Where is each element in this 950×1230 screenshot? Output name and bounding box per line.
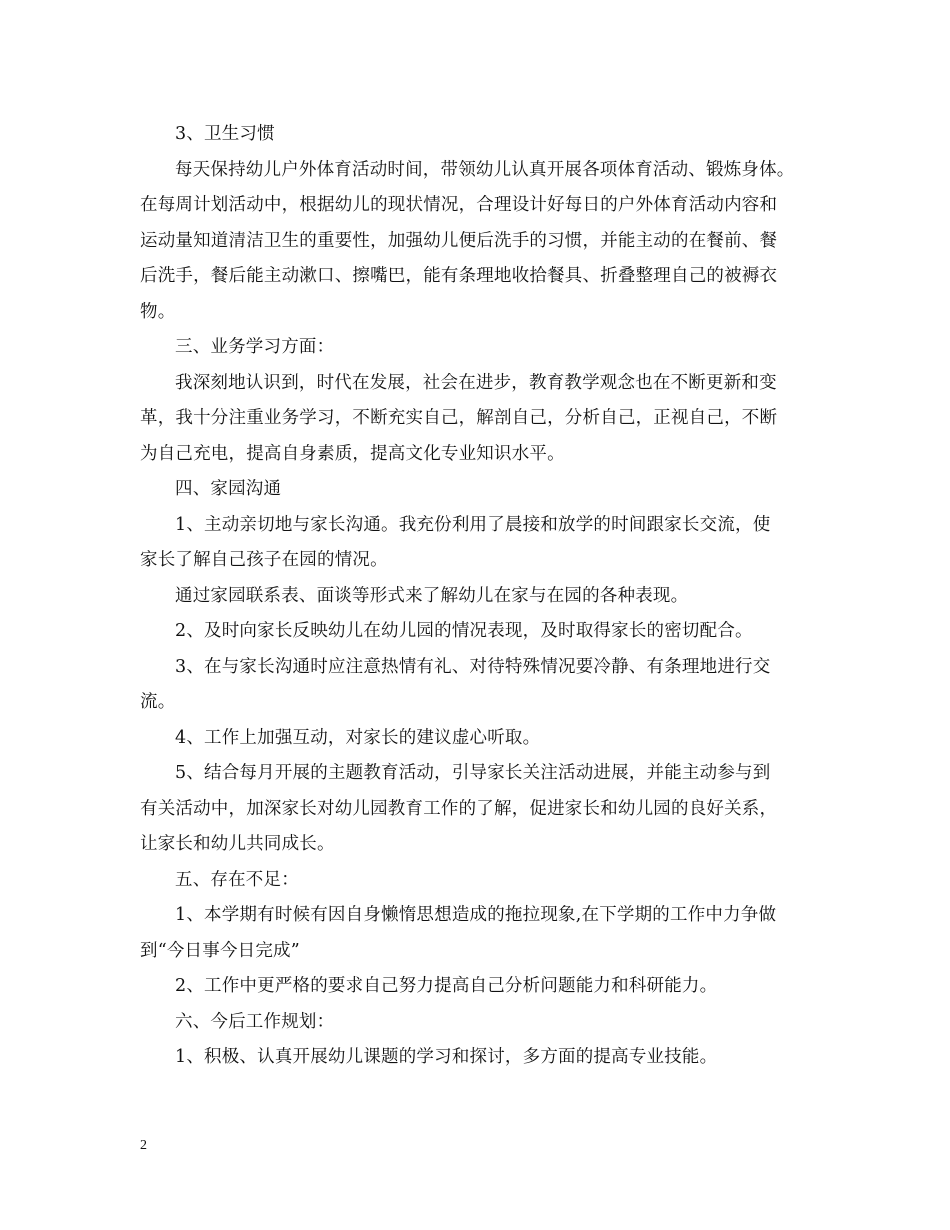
document-body xyxy=(140,117,825,1076)
paragraph xyxy=(140,969,825,1005)
paragraph xyxy=(140,614,825,650)
paragraph xyxy=(140,721,825,757)
text-line: 革，我十分注重业务学习，不断充实自己，解剖自己，分析自己，正视自己，不断 xyxy=(140,408,778,428)
text-line: 五、存在不足： xyxy=(175,869,299,890)
paragraph xyxy=(140,1040,825,1076)
paragraph xyxy=(140,153,825,331)
text-line: 后洗手，餐后能主动漱口、擦嘴巴，能有条理地收拾餐具、折叠整理自己的被褥衣 xyxy=(140,266,778,286)
text-line: 5、结合每月开展的主题教育活动，引导家长关注活动进展，并能主动参与到 xyxy=(175,763,771,783)
text-line: 4、工作上加强互动，对家长的建议虚心听取。 xyxy=(175,727,541,748)
text-line: 为自己充电，提高自身素质，提高文化专业知识水平。 xyxy=(140,443,565,464)
paragraph xyxy=(140,508,825,579)
text-line: 四、家园沟通 xyxy=(175,479,282,499)
text-line: 通过家园联系表、面谈等形式来了解幼儿在家与在园的各种表现。 xyxy=(175,585,689,606)
paragraph xyxy=(140,472,825,508)
paragraph xyxy=(140,1005,825,1041)
text-line: 3、在与家长沟通时应注意热情有礼、对待特殊情况要冷静、有条理地进行交 xyxy=(175,656,771,677)
paragraph xyxy=(140,863,825,899)
text-line: 物。 xyxy=(140,301,176,322)
text-line: 家长了解自己孩子在园的情况。 xyxy=(140,550,388,570)
text-line: 每天保持幼儿户外体育活动时间，带领幼儿认真开展各项体育活动、锻炼身体。 xyxy=(175,159,795,180)
paragraph xyxy=(140,117,825,153)
text-line: 在每周计划活动中，根据幼儿的现状情况，合理设计好每日的户外体育活动内容和 xyxy=(140,195,778,215)
paragraph xyxy=(140,898,825,969)
text-line: 我深刻地认识到，时代在发展，社会在进步，教育教学观念也在不断更新和变 xyxy=(175,372,777,393)
paragraph xyxy=(140,650,825,721)
text-line: 1、积极、认真开展幼儿课题的学习和探讨，多方面的提高专业技能。 xyxy=(175,1047,718,1067)
text-line: 流。 xyxy=(140,692,176,712)
paragraph xyxy=(140,579,825,615)
page-number: 2 xyxy=(140,1138,147,1153)
text-line: 1、主动亲切地与家长沟通。我充份利用了晨接和放学的时间跟家长交流，使 xyxy=(175,514,771,535)
paragraph xyxy=(140,756,825,863)
text-line: 六、今后工作规划： xyxy=(175,1011,335,1032)
text-line: 2、及时向家长反映幼儿在幼儿园的情况表现，及时取得家长的密切配合。 xyxy=(175,621,753,641)
paragraph xyxy=(140,366,825,473)
text-line: 2、工作中更严格的要求自己努力提高自己分析问题能力和科研能力。 xyxy=(175,976,718,996)
paragraph xyxy=(140,330,825,366)
text-line: 运动量知道清洁卫生的重要性，加强幼儿便后洗手的习惯，并能主动的在餐前、餐 xyxy=(140,230,778,251)
text-line: 到“今日事今日完成” xyxy=(140,940,300,961)
text-line: 3、卫生习惯 xyxy=(175,124,275,144)
text-line: 三、业务学习方面： xyxy=(175,337,335,357)
text-line: 有关活动中，加深家长对幼儿园教育工作的了解，促进家长和幼儿园的良好关系， xyxy=(140,798,778,819)
text-line: 1、本学期有时候有因自身懒惰思想造成的拖拉现象,在下学期的工作中力争做 xyxy=(175,905,777,925)
text-line: 让家长和幼儿共同成长。 xyxy=(140,834,335,854)
